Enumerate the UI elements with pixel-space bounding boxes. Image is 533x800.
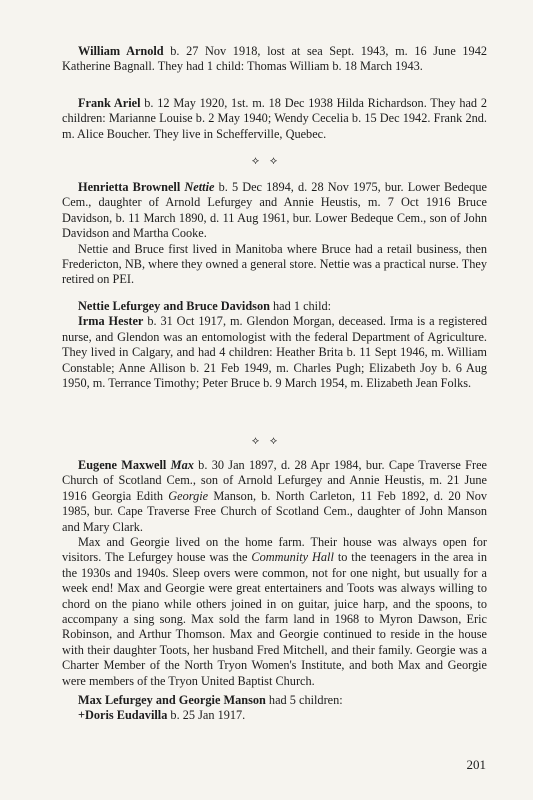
entry-frank-ariel	[62, 96, 487, 142]
community-hall: Community Hall	[251, 550, 334, 565]
entry-eugene-maxwell	[62, 458, 487, 689]
entry-paragraph: Nettie and Bruce first lived in Manitoba where Bruce had a retail business, then Fredericton, NB, where they owned a general store. Nettie was a practical nurse. They retired on PEI.	[62, 241, 487, 287]
entry-paragraph: Max and Georgie lived on the home farm. Their house was always open for visitors. The Lefurgey house was the	[62, 535, 487, 565]
entry-name: Frank Ariel	[78, 96, 141, 110]
couple-names: Nettie Lefurgey and Bruce Davidson	[78, 299, 270, 313]
entry-name: Henrietta Brownell	[78, 180, 181, 194]
family-max-georgie	[62, 693, 487, 724]
family-nettie-bruce	[62, 299, 487, 391]
entry-name: Eugene Maxwell	[78, 458, 167, 472]
child-text: b. 31 Oct 1917, m. Glendon Morgan, deceased. Irma is a registered nurse, and Glendon was an entomologist with the federal Department of Agriculture. They lived in Calgary, and had 4 children: Heather Brita b. 11 Sept 1946, m. William Constable; Anne Allison b. 21 Feb 1949, m. Charles Pugh; Elizabeth Joy b. 6 Aug 1950, m. Terrance Timothy; Peter Bruce b. 9 March 1954, m. Elizabeth Jean Folks.	[62, 314, 488, 391]
entry-henrietta-brownell	[62, 180, 487, 288]
entry-text: b. 27 Nov 1918, lost at sea Sept. 1943, m. 16 June 1942 Katherine Bagnall. They had 1 child: Thomas William b. 18 March 1943.	[62, 44, 487, 74]
entry-nickname: Max	[170, 458, 194, 472]
entry-text: b. 5 Dec 1894, d. 28 Nov 1975, bur. Lower Bedeque Cem., daughter of Arnold Lefurgey and Annie Heustis, m. 7 Oct 1916 Bruce Davidson, b. 11 March 1890, d. 11 Aug 1961, bur. Lower Bedeque Cem., son of John Davidson and Martha Cooke.	[62, 180, 488, 241]
child-name: +Doris Eudavilla	[78, 708, 168, 723]
child-text: b. 25 Jan 1917.	[167, 708, 246, 723]
entry-text: b. 12 May 1920, 1st. m. 18 Dec 1938 Hilda Richardson. They had 2 children: Marianne Louise b. 2 May 1940; Wendy Cecelia b. 15 Dec 1942. Frank 2nd. m. Alice Boucher. They live in Schefferville, Quebec.	[62, 96, 487, 141]
entry-name: William Arnold	[78, 44, 164, 58]
couple-names: Max Lefurgey and Georgie Manson	[78, 693, 266, 707]
child-name: Irma Hester	[78, 314, 144, 329]
entry-paragraph: to the teenagers in the area in the 1930s and 1940s. Sleep overs were common, not for one night, but usually for a week end! Max and Georgie were great entertainers and Toots was always willing to chord on the piano while others joined in on guitar, juice harp, and the spoons, to accompany a sing song. Max sold the farm land in 1968 to Myron Dawson, Eric Robinson, and Arthur Thomson. Max and Georgie continued to reside in the house with their daughter Toots, her husband Fred Mitchell, and their family. Georgie was a Charter Member of the North Tryon Women's Institute, and both Max and Georgie were members of the Tryon United Baptist Church.	[62, 550, 487, 688]
entry-text: b. 30 Jan 1897, d. 28 Apr 1984, bur. Cape Traverse Free Church of Scotland Cem., son of Arnold Lefurgey and Annie Heustis, m. 21 June 1916 Georgia Edith	[62, 458, 487, 503]
section-divider: ⟡ ⟡	[251, 435, 282, 447]
spouse-nickname: Georgie	[168, 488, 209, 503]
page-number: 201	[466, 757, 486, 772]
section-divider: ⟡ ⟡	[251, 155, 282, 167]
entry-william-arnold	[62, 44, 487, 75]
couple-text: had 5 children:	[265, 693, 343, 707]
entry-text: Manson, b. North Carleton, 11 Feb 1892, d. 20 Nov 1985, bur. Cape Traverse Free Church of Scotland Cem., daughter of John Manson and Mary Clark.	[62, 488, 487, 534]
couple-text: had 1 child:	[269, 299, 332, 313]
entry-nickname: Nettie	[184, 180, 215, 194]
